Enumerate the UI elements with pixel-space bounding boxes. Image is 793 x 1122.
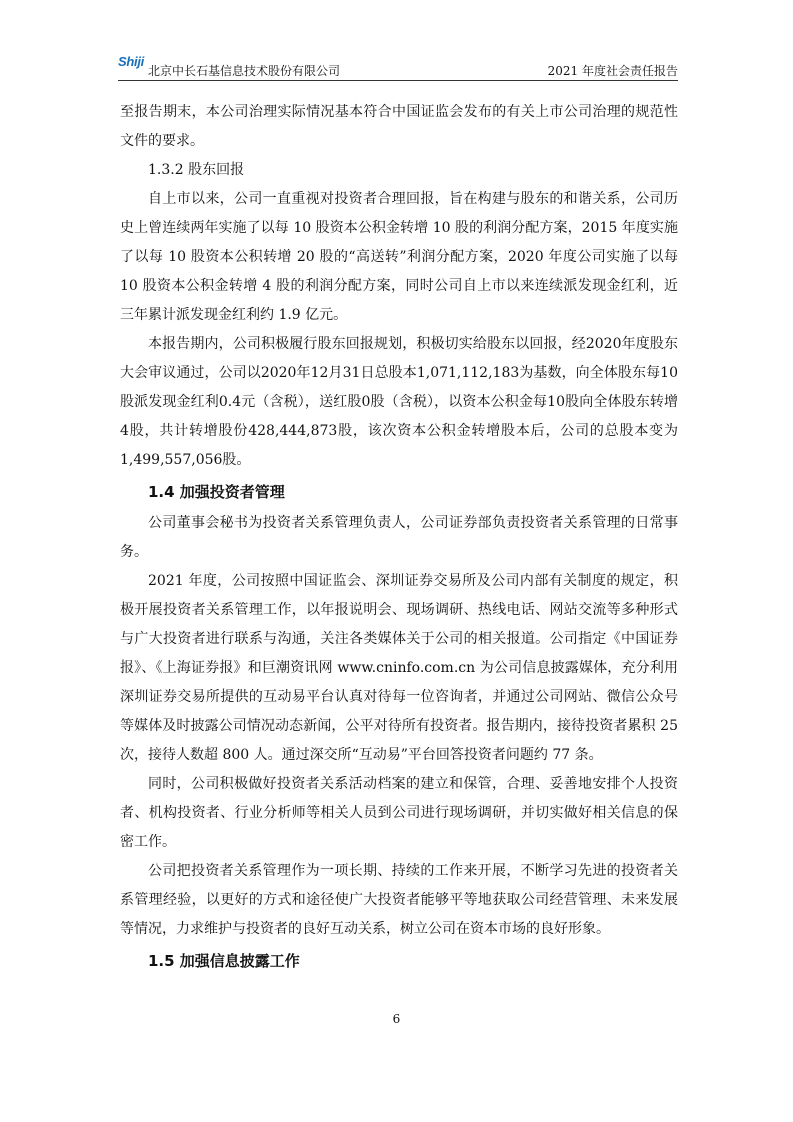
company-name: 北京中长石基信息技术股份有限公司	[148, 64, 341, 78]
paragraph-ir-responsibility: 公司董事会秘书为投资者关系管理负责人，公司证券部负责投资者关系管理的日常事务。	[120, 515, 678, 560]
page-number: 6	[392, 1012, 401, 1026]
paragraph-ir-long-term: 公司把投资者关系管理作为一项长期、持续的工作来开展，不断学习先进的投资者关系管理经验，以更好的方式和途径使广大投资者能够平等地获取公司经营管理、未来发展等情况，力求维护与投资者的良好互动关系，树立公司在资本市场的良好形象。	[120, 863, 678, 937]
header-divider	[118, 80, 678, 81]
section-heading-disclosure: 1.5 加强信息披露工作	[148, 952, 300, 970]
paragraph-dividend-history: 自上市以来，公司一直重视对投资者合理回报，旨在构建与股东的和谐关系，公司历史上曾连续两年实施了以每 10 股资本公积金转增 10 股的利润分配方案，2015 年度实施了以每 10 股资本公积转增 20 股的“高送转”利润分配方案，2020 年度公司实施了以每 10 股资本公积金转增 4 股的利润分配方案，同时公司自上市以来连续派发现金红利，近三年累计派发现金红利约 1.9 亿元。	[120, 191, 678, 323]
shiji-logo: Shiji	[118, 54, 144, 69]
paragraph-ir-archives: 同时，公司积极做好投资者关系活动档案的建立和保管，合理、妥善地安排个人投资者、机构投资者、行业分析师等相关人员到公司进行现场调研，并切实做好相关信息的保密工作。	[120, 776, 678, 850]
page-header	[118, 56, 678, 80]
paragraph-dividend-2020: 本报告期内，公司积极履行股东回报规划，积极切实给股东以回报，经2020年度股东大会审议通过，公司以2020年12月31日总股本1,071,112,183为基数，向全体股东每10股派发现金红利0.4元（含税），送红股0股（含税），以资本公积金每10股向全体股东转增4股，共计转增股份428,444,873股，该次资本公积金转增股本后，公司的总股本变为1,499,557,056股。	[120, 336, 678, 468]
paragraph-ir-activities: 2021 年度，公司按照中国证监会、深圳证券交易所及公司内部有关制度的规定，积极开展投资者关系管理工作，以年报说明会、现场调研、热线电话、网站交流等多种形式与广大投资者进行联系与沟通，关注各类媒体关于公司的相关报道。公司指定《中国证券报》、《上海证券报》和巨潮资讯网 www.cninfo.com.cn 为公司信息披露媒体，充分利用深圳证券交易所提供的互动易平台认真对待每一位咨询者，并通过公司网站、微信公众号等媒体及时披露公司情况动态新闻，公平对待所有投资者。报告期内，接待投资者累积 25 次，接待人数超 800 人。通过深交所“互动易”平台回答投资者问题约 77 条。	[120, 573, 678, 763]
paragraph-governance: 至报告期末，本公司治理实际情况基本符合中国证监会发布的有关上市公司治理的规范性文件的要求。	[120, 104, 678, 149]
report-title: 2021 年度社会责任报告	[547, 64, 678, 78]
section-heading-investor-management: 1.4 加强投资者管理	[148, 483, 285, 501]
document-body	[120, 98, 678, 978]
subsection-heading-shareholder-return: 1.3.2 股东回报	[148, 162, 245, 178]
